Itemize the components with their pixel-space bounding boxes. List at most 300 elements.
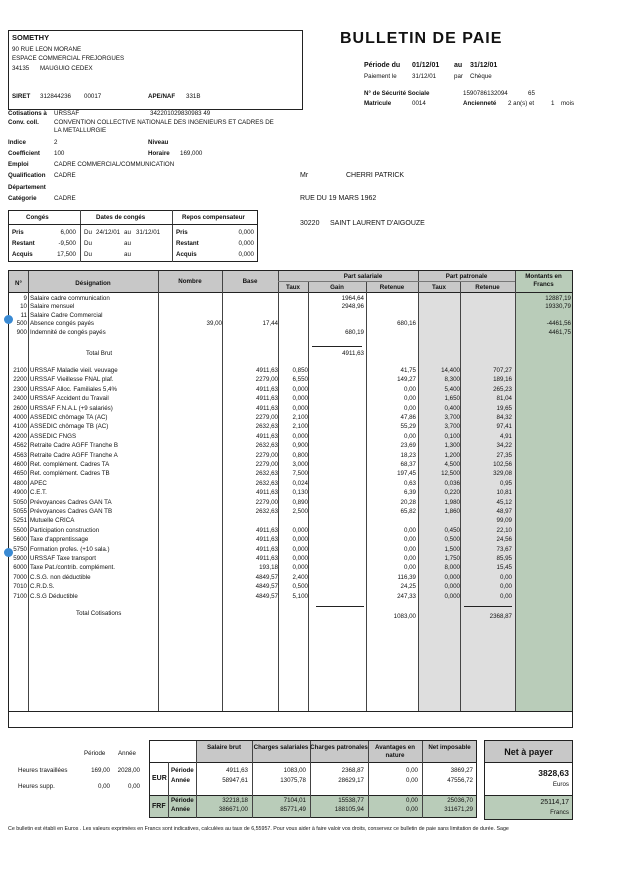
cell-taux	[278, 517, 308, 524]
cell-taux: 2,100	[292, 423, 308, 431]
paid-by: Chèque	[470, 73, 492, 80]
summary-value: 0,00	[405, 777, 418, 784]
cell-nombre	[158, 303, 222, 310]
cell-taux	[278, 295, 308, 302]
restant-value: -9,500	[58, 240, 76, 247]
cell-nombre	[158, 593, 222, 600]
cell-gain	[308, 536, 364, 543]
horaire-value: 169,000	[180, 150, 203, 157]
summary-value: 47556,72	[447, 777, 473, 784]
cell-montant	[515, 574, 571, 581]
summary-value: 0,00	[405, 806, 418, 813]
employee-name: CHERRI PATRICK	[346, 172, 405, 179]
cell-taux-pat: 0,450	[444, 526, 460, 534]
eur-label: EUR	[152, 775, 167, 782]
cell-no: 5750	[13, 545, 27, 553]
cell-designation: URSSAF Vieillesse FNAL plaf.	[30, 376, 114, 384]
cell-no: 7100	[13, 592, 27, 600]
cell-retenue-pat	[460, 312, 512, 319]
cell-gain	[308, 395, 364, 402]
cell-designation: Indemnité de congés payés	[30, 328, 106, 336]
summary-value: 28629,17	[338, 777, 364, 784]
cell-gain	[308, 480, 364, 487]
total-cotis-pat: 2368,87	[489, 613, 512, 620]
cell-designation: Retraite Cadre AGFF Tranche B	[30, 442, 119, 450]
cell-no: 5050	[13, 498, 27, 506]
cell-taux-pat: 14,400	[441, 367, 460, 374]
cotis-label: Cotisations à	[8, 110, 47, 117]
cell-nombre	[158, 329, 222, 336]
cell-retenue: 6,39	[403, 489, 416, 497]
cell-designation: Salaire mensuel	[30, 303, 75, 311]
matricule-value: 0014	[412, 100, 426, 107]
cell-designation: Prévoyances Cadres GAN TA	[30, 498, 112, 506]
summary-value: 0,00	[405, 797, 418, 804]
cell-taux-pat: 1,650	[444, 395, 460, 403]
cell-gain	[308, 583, 364, 590]
cell-montant	[515, 423, 571, 430]
cell-designation: ASSEDIC FNGS	[30, 432, 77, 440]
cell-designation: C.S.G Déductible	[30, 592, 78, 600]
summary-value: 15538,77	[338, 797, 364, 804]
cell-no: 4562	[13, 442, 27, 450]
cell-retenue: 20,28	[400, 498, 416, 506]
cell-retenue-pat: 48,97	[496, 508, 512, 515]
cell-montant: 4461,75	[548, 328, 571, 336]
cell-no: 5600	[13, 536, 27, 544]
emploi-label: Emploi	[8, 161, 29, 168]
cell-gain	[308, 320, 364, 327]
employee-title: Mr	[300, 172, 309, 179]
cell-no: 5251	[13, 517, 27, 525]
cell-retenue: 0,00	[403, 395, 416, 403]
cell-taux-pat: 1,750	[444, 555, 460, 562]
summary-value: 0,00	[405, 767, 418, 774]
cell-montant	[515, 367, 571, 374]
cell-gain	[308, 376, 364, 383]
cell-nombre	[158, 470, 222, 477]
cell-retenue: 41,75	[400, 367, 416, 374]
cell-montant	[515, 499, 571, 506]
cell-retenue: 116,39	[397, 573, 416, 581]
cell-taux-pat	[418, 320, 460, 327]
cell-designation: Ret. complément. Cadres TB	[30, 470, 110, 478]
conv-line2: LA METALLURGIE	[54, 127, 107, 134]
cell-montant	[515, 386, 571, 393]
cell-gain	[308, 489, 364, 496]
cell-no: 4000	[13, 414, 27, 421]
cell-montant	[515, 470, 571, 477]
cell-retenue: 247,33	[397, 592, 416, 600]
table-row	[8, 480, 573, 487]
sum-h-charges-sal: Charges salariales	[253, 744, 309, 751]
cell-taux: 0,000	[292, 555, 308, 562]
header-taux2: Taux	[432, 284, 446, 291]
cell-retenue-pat: 0,00	[499, 583, 512, 591]
cell-taux-pat: 1,500	[444, 545, 460, 553]
cell-base: 4911,63	[256, 432, 278, 440]
cell-retenue-pat: 22,10	[496, 526, 512, 534]
repos-restant-label: Restant	[176, 240, 199, 247]
cell-taux-pat	[418, 312, 460, 319]
summary-value: 58947,61	[222, 777, 248, 784]
cell-retenue: 47,86	[400, 414, 416, 421]
cell-retenue-pat: 0,00	[499, 573, 512, 581]
cell-taux-pat	[418, 329, 460, 336]
anciennete-value: 2 an(s) et	[508, 100, 535, 107]
cell-gain	[308, 452, 364, 459]
cell-gain: 680,19	[345, 328, 364, 336]
cell-retenue	[366, 295, 416, 302]
cell-taux-pat: 0,036	[444, 479, 460, 487]
cell-taux	[278, 312, 308, 319]
cell-montant	[515, 433, 571, 440]
header-taux: Taux	[286, 284, 300, 291]
cell-no: 5500	[13, 526, 27, 534]
summary-value: 2368,87	[341, 767, 364, 774]
cell-montant	[515, 583, 571, 590]
table-row	[8, 564, 573, 571]
cell-taux-pat: 3,700	[444, 414, 460, 421]
conv-label: Conv. coll.	[8, 119, 39, 126]
header-no: N°	[15, 280, 22, 287]
cell-retenue-pat: 97,41	[496, 423, 512, 431]
cell-gain	[308, 461, 364, 468]
cell-gain	[308, 564, 364, 571]
summary-value: 1083,00	[283, 767, 306, 774]
cell-montant: 12887,19	[545, 295, 571, 302]
dates-conges-title: Dates de congés	[96, 214, 146, 221]
anciennete-months: 1	[551, 100, 555, 107]
cell-taux: 2,500	[292, 508, 308, 515]
cell-taux	[278, 320, 308, 327]
table-row	[8, 536, 573, 543]
cell-montant	[515, 536, 571, 543]
employer-name: SOMETHY	[12, 33, 50, 42]
pris-label: Pris	[12, 229, 24, 236]
indice-label: Indice	[8, 139, 26, 146]
cell-base	[222, 295, 278, 302]
cell-taux: 0,130	[292, 489, 308, 497]
cell-taux: 0,000	[292, 545, 308, 553]
cell-no: 4650	[13, 470, 27, 478]
cell-retenue-pat: 99,09	[496, 517, 512, 525]
cell-taux: 0,000	[292, 564, 308, 572]
summary-value: 25036,70	[447, 797, 473, 804]
cell-base: 2279,00	[255, 451, 278, 459]
cell-nombre	[158, 433, 222, 440]
cell-montant	[515, 546, 571, 553]
cell-retenue-pat: 34,22	[496, 442, 512, 450]
summary-value: 188105,94	[334, 806, 364, 813]
cell-no: 2600	[13, 404, 27, 412]
cell-designation: Retraite Cadre AGFF Tranche A	[30, 451, 118, 459]
net-frf: 25114,17	[540, 799, 569, 806]
cell-taux: 0,024	[292, 479, 308, 487]
cell-taux-pat: 4,500	[444, 461, 460, 468]
cell-no: 500	[16, 320, 27, 328]
cell-retenue-pat: 0,00	[499, 592, 512, 600]
table-row	[8, 367, 573, 374]
cell-retenue-pat: 4,91	[499, 432, 512, 440]
cell-no: 2300	[13, 385, 27, 393]
cell-nombre	[158, 376, 222, 383]
cell-taux: 7,500	[292, 470, 308, 478]
au-label-2: au	[124, 240, 131, 247]
cell-montant	[515, 593, 571, 600]
cell-gain	[308, 367, 364, 374]
cell-gain: 1964,64	[341, 295, 364, 302]
cell-nombre	[158, 546, 222, 553]
cell-base: 2632,63	[255, 479, 278, 487]
cell-taux-pat: 0,000	[444, 592, 460, 600]
summary-periode-label: Période	[84, 750, 106, 757]
cell-gain	[308, 499, 364, 506]
acquis-value: 17,500	[57, 251, 76, 258]
cell-taux: 0,800	[292, 451, 308, 459]
table-row	[8, 593, 573, 600]
cell-no: 2200	[13, 376, 27, 384]
table-row	[8, 295, 573, 302]
cell-gain: 2948,96	[341, 303, 364, 311]
table-row	[8, 517, 573, 524]
cell-nombre	[158, 367, 222, 374]
emploi-value: CADRE COMMERCIAL/COMMUNICATION	[54, 161, 175, 168]
cell-taux-pat: 0,400	[444, 404, 460, 412]
au-label-1: au	[124, 229, 131, 236]
cell-base	[222, 312, 278, 319]
cell-retenue-pat: 707,27	[493, 367, 512, 374]
cell-nombre	[158, 312, 222, 319]
cell-retenue-pat: 85,95	[496, 555, 512, 562]
cell-taux-pat: 1,300	[444, 442, 460, 450]
total-brut-label: Total Brut	[86, 350, 113, 357]
ss-label: N° de Sécurité Sociale	[364, 90, 430, 97]
cell-taux: 0,000	[292, 526, 308, 534]
cell-no: 9	[23, 295, 27, 302]
cell-designation: URSSAF Maladie vieil. veuvage	[30, 367, 118, 374]
cell-taux: 0,890	[292, 498, 308, 506]
heures-trav-annee: 2028,00	[117, 767, 140, 774]
total-cotis-label: Total Cotisations	[76, 610, 122, 617]
cell-retenue: 0,00	[403, 545, 416, 553]
cell-taux-pat: 12,500	[441, 470, 460, 478]
cell-base: 2279,00	[255, 376, 278, 384]
employer-address1: 90 RUE LEON MORANE	[12, 46, 82, 53]
matricule-label: Matricule	[364, 100, 392, 107]
cell-taux: 5,100	[292, 592, 308, 600]
table-row	[8, 574, 573, 581]
cell-no: 10	[20, 303, 27, 311]
cell-gain	[308, 593, 364, 600]
cell-gain	[308, 386, 364, 393]
cell-taux-pat: 3,700	[444, 423, 460, 431]
cell-base: 4911,63	[256, 536, 278, 544]
table-row	[8, 555, 573, 562]
cell-designation: URSSAF Accident du Travail	[30, 395, 109, 403]
cell-taux: 3,000	[292, 461, 308, 468]
cell-designation: Salaire cadre communication	[30, 295, 110, 302]
repos-acquis-value: 0,000	[238, 251, 254, 258]
anciennete-months-label: mois	[561, 100, 575, 107]
cell-nombre	[158, 442, 222, 449]
cell-retenue-pat: 265,23	[493, 385, 512, 393]
coef-label: Coefficient	[8, 150, 40, 157]
heures-trav-periode: 169,00	[91, 767, 110, 774]
cell-no: 4200	[13, 432, 27, 440]
cell-taux	[278, 329, 308, 336]
cell-nombre	[158, 517, 222, 524]
cell-base: 2279,00	[255, 414, 278, 421]
header-part-sal: Part salariale	[343, 273, 383, 280]
conges-title: Congés	[26, 214, 49, 221]
cat-label: Catégorie	[8, 195, 37, 202]
cell-base	[222, 517, 278, 524]
cell-retenue: 0,00	[403, 404, 416, 412]
dept-label: Département	[8, 184, 46, 191]
cell-montant	[515, 489, 571, 496]
cell-gain	[308, 546, 364, 553]
cell-retenue: 0,00	[403, 555, 416, 562]
table-row	[8, 489, 573, 496]
cell-base: 4911,63	[256, 545, 278, 553]
cell-taux-pat	[418, 517, 460, 524]
cell-no: 5900	[13, 555, 27, 562]
table-row	[8, 329, 573, 336]
cell-taux: 0,000	[292, 395, 308, 403]
summary-value: 3869,27	[450, 767, 473, 774]
summary-value: 32218,18	[222, 797, 248, 804]
period-from: 01/12/01	[412, 62, 440, 69]
cell-retenue-pat: 189,16	[493, 376, 512, 384]
cell-no: 2100	[13, 367, 27, 374]
table-row	[8, 433, 573, 440]
employer-address2: ESPACE COMMERCIAL FREJORGUES	[12, 55, 125, 62]
cell-no: 4900	[13, 489, 27, 497]
cell-no: 7010	[13, 583, 27, 591]
cell-retenue: 24,25	[400, 583, 416, 591]
total-cotis-ret: 1083,00	[393, 613, 416, 620]
cell-retenue-pat	[460, 295, 512, 302]
cell-designation: Prévoyances Cadres GAN TB	[30, 508, 113, 515]
cell-montant	[515, 395, 571, 402]
du-label-2: Du	[84, 240, 92, 247]
cell-retenue-pat	[460, 303, 512, 310]
cell-base: 4911,63	[256, 385, 278, 393]
cell-base: 2279,00	[255, 498, 278, 506]
table-row	[8, 312, 573, 319]
summary-value: 85771,49	[280, 806, 306, 813]
cell-no: 900	[16, 328, 27, 336]
summary-value: 4911,63	[226, 767, 248, 774]
niveau-label: Niveau	[148, 139, 169, 146]
cell-base: 4849,57	[255, 592, 278, 600]
restant-label: Restant	[12, 240, 35, 247]
du-date-1: 24/12/01	[96, 229, 121, 236]
cell-nombre: 39,00	[206, 320, 222, 328]
cat-value: CADRE	[54, 195, 76, 202]
cell-taux-pat: 0,000	[444, 573, 460, 581]
cell-base: 193,18	[259, 564, 278, 572]
period-label: Période du	[364, 62, 401, 69]
table-row	[8, 395, 573, 402]
table-row	[8, 583, 573, 590]
cell-retenue: 0,00	[403, 536, 416, 544]
table-row	[8, 470, 573, 477]
cell-base: 4911,63	[256, 367, 278, 374]
cell-montant	[515, 376, 571, 383]
cell-nombre	[158, 555, 222, 562]
cell-designation: URSSAF Alloc. Familiales 5,4%	[30, 385, 117, 393]
cell-montant	[515, 405, 571, 412]
cell-montant	[515, 452, 571, 459]
cell-retenue: 55,29	[400, 423, 416, 431]
cell-retenue: 0,00	[403, 385, 416, 393]
cell-gain	[308, 555, 364, 562]
footer-note: Ce bulletin est établi en Euros . Les valeurs exprimées en Francs sont indicatives, calculées au taux de 6,55957. Pour vous aider à faire valoir vos droits, conservez ce bulletin de paie sans limitation de durée. Sage	[8, 826, 509, 832]
cell-montant: 19330,79	[545, 303, 571, 311]
table-row	[8, 527, 573, 534]
cell-base: 4911,63	[256, 526, 278, 534]
cell-designation: C.S.G. non déductible	[30, 573, 91, 581]
cell-retenue-pat: 15,45	[496, 564, 512, 572]
sum-h-salaire-brut: Salaire brut	[206, 744, 242, 751]
cell-gain	[308, 574, 364, 581]
cell-nombre	[158, 499, 222, 506]
cell-designation: C.R.D.S.	[30, 583, 55, 591]
heures-supp-periode: 0,00	[97, 783, 110, 790]
repos-title: Repos compensateur	[182, 214, 245, 221]
cell-montant	[515, 564, 571, 571]
cell-montant	[515, 312, 571, 319]
cotis-number: 342201029830983 49	[150, 110, 211, 117]
cell-taux	[278, 303, 308, 310]
cell-designation: APEC	[30, 479, 47, 487]
cell-no: 11	[20, 311, 27, 319]
siret-value: 312844236	[40, 93, 71, 100]
summary-value: 13075,78	[280, 777, 306, 784]
cell-base: 2632,63	[255, 442, 278, 450]
table-row	[8, 546, 573, 553]
header-retenue: Retenue	[379, 284, 405, 291]
cell-base: 4911,63	[256, 404, 278, 412]
cell-nombre	[158, 536, 222, 543]
cell-designation: Taxe d'apprentissage	[30, 536, 89, 544]
table-row	[8, 423, 573, 430]
cell-retenue-pat: 27,35	[496, 451, 512, 459]
cell-gain	[308, 517, 364, 524]
au-date-1: 31/12/01	[136, 229, 161, 236]
cell-nombre	[158, 583, 222, 590]
header-retenue2: Retenue	[475, 284, 500, 291]
cell-taux: 0,000	[292, 432, 308, 440]
cell-nombre	[158, 423, 222, 430]
siret-suffix: 00017	[84, 93, 102, 100]
table-row	[8, 452, 573, 459]
horaire-label: Horaire	[148, 150, 170, 157]
ape-value: 331B	[186, 93, 201, 100]
cell-gain	[308, 433, 364, 440]
cell-montant	[515, 527, 571, 534]
cell-taux: 0,000	[292, 404, 308, 412]
cell-designation: Mutuelle CRICA	[30, 517, 75, 525]
cell-gain	[308, 442, 364, 449]
table-row	[8, 376, 573, 383]
cell-base: 4911,63	[256, 555, 278, 562]
paid-by-label: par	[454, 73, 463, 80]
cell-retenue: 18,23	[400, 451, 416, 459]
cell-retenue	[366, 517, 416, 524]
